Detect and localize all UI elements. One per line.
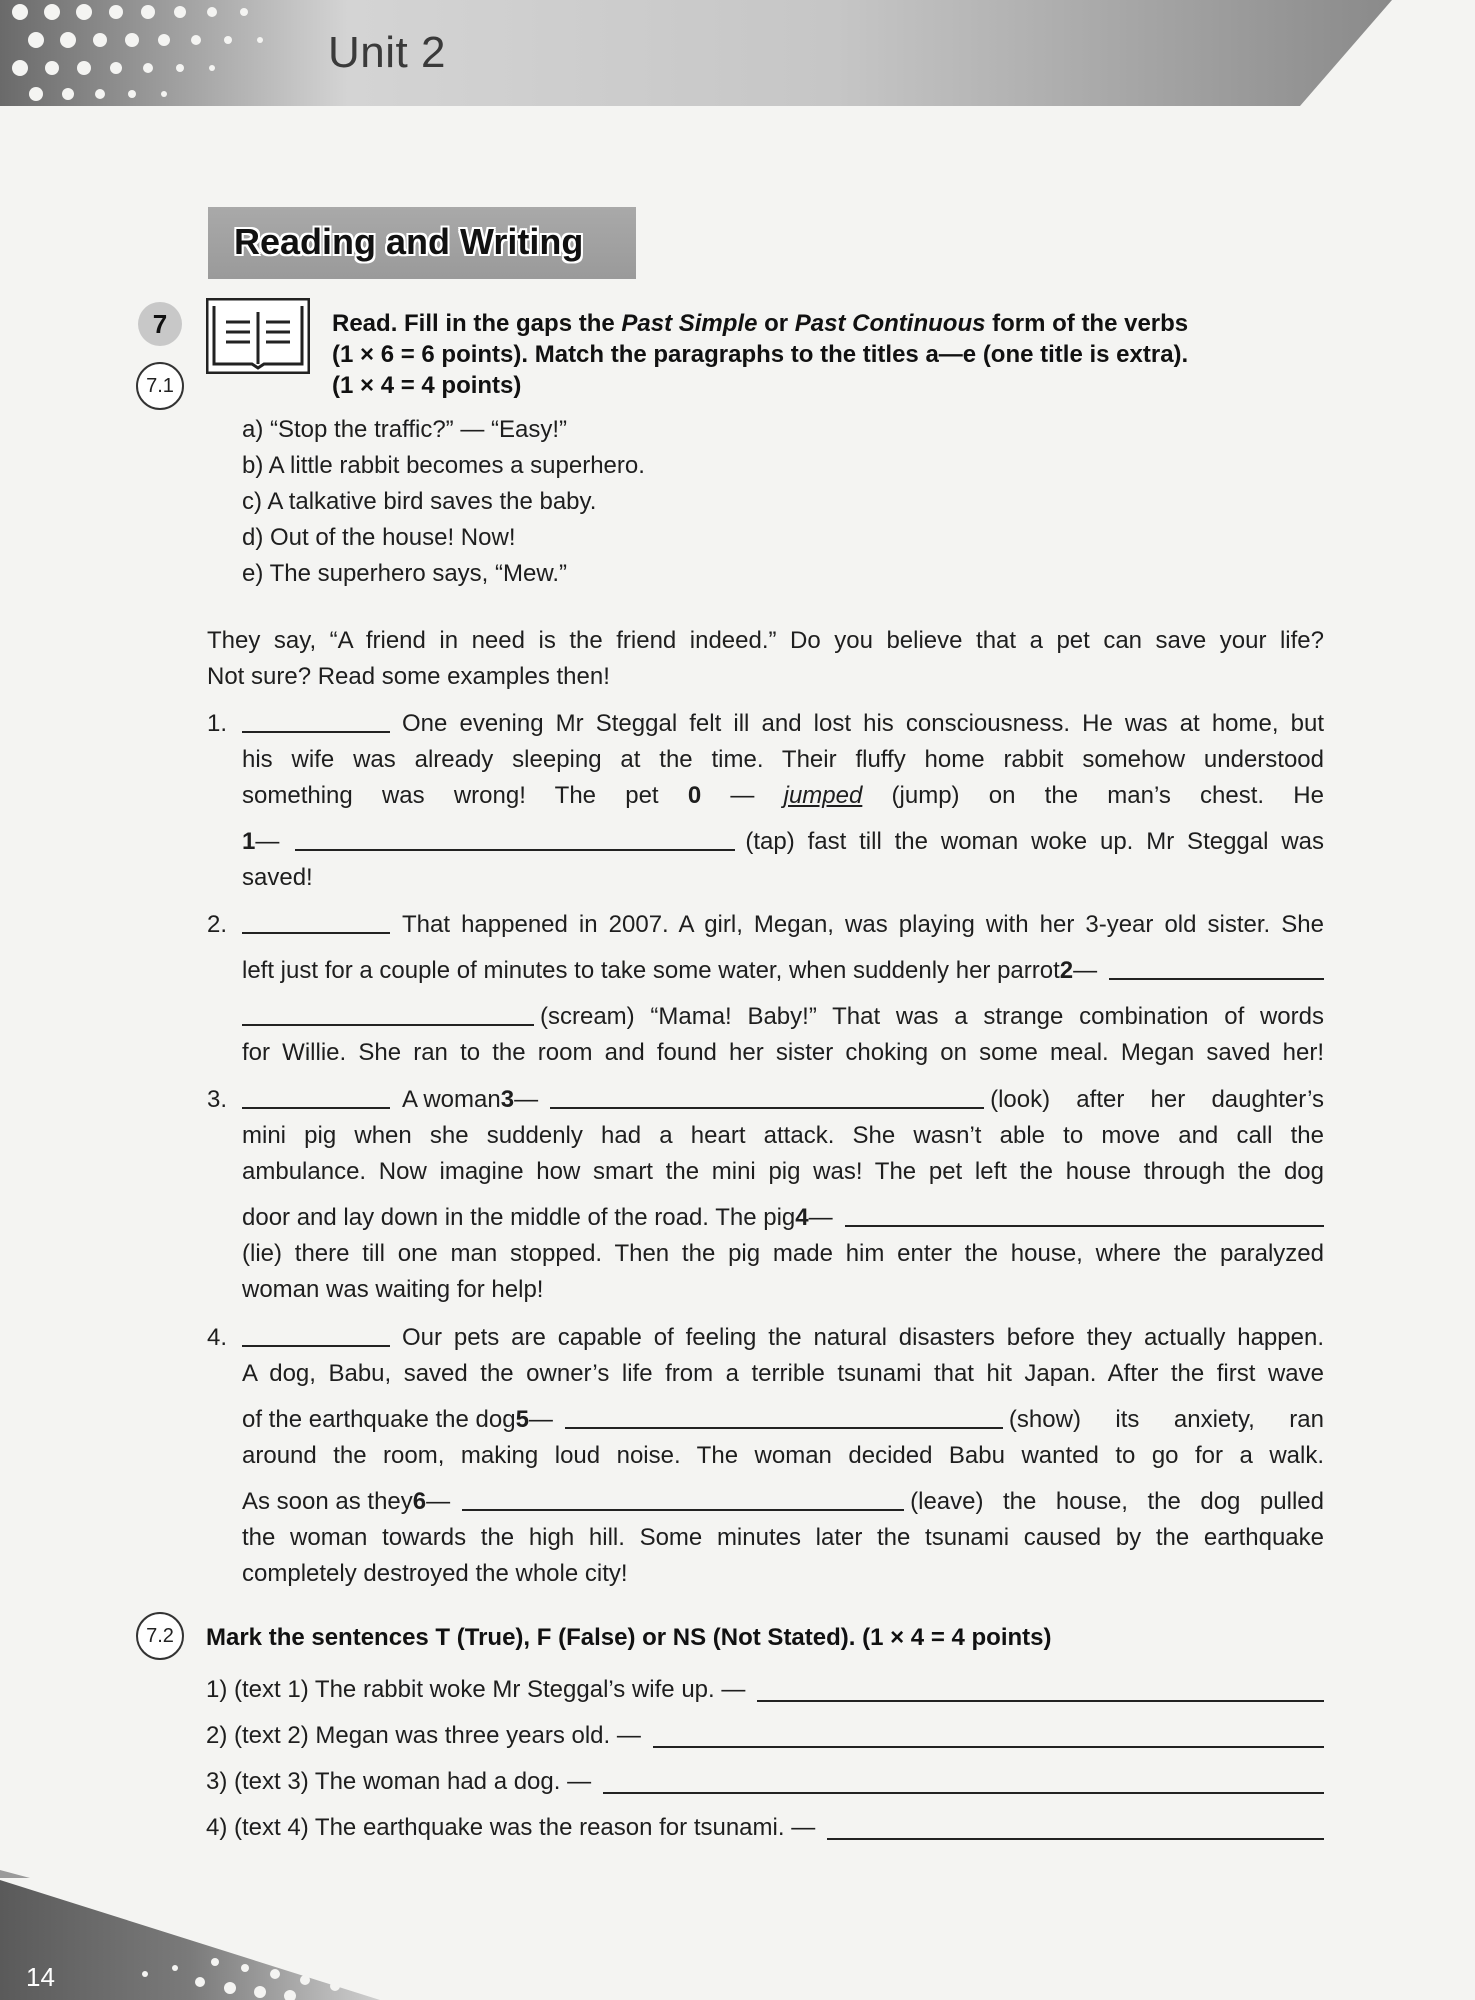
paragraph-text: That happened in 2007. A girl, Megan, was playing with her 3-year old sister. She bbox=[402, 911, 1324, 938]
tf-answer-blank-2[interactable] bbox=[653, 1734, 1324, 1748]
paragraph-text: As soon as they bbox=[242, 1488, 413, 1515]
verb-answer-blank-5[interactable] bbox=[565, 1411, 1003, 1429]
paragraph-number: 1. bbox=[207, 710, 228, 737]
paragraph-text: door and lay down in the middle of the road. The pig bbox=[242, 1204, 796, 1231]
task72-instruction: Mark the sentences T (True), F (False) or NS (Not Stated). (1 × 4 = 4 points) bbox=[206, 1624, 1052, 1651]
title-option: e) The superhero says, “Mew.” bbox=[242, 560, 568, 587]
paragraph-text: One evening Mr Steggal felt ill and lost his consciousness. He was at home, but bbox=[402, 710, 1324, 737]
title-option: d) Out of the house! Now! bbox=[242, 524, 516, 551]
title-answer-blank[interactable] bbox=[242, 916, 390, 934]
tf-answer-blank-4[interactable] bbox=[827, 1826, 1324, 1840]
gap-number: 6 bbox=[412, 1488, 427, 1515]
title-answer-blank[interactable] bbox=[242, 1329, 390, 1347]
gap-number: 1 bbox=[242, 828, 256, 855]
statement-text: 2) (text 2) Megan was three years old. — bbox=[206, 1722, 641, 1749]
task7-instruction bbox=[332, 308, 1332, 401]
paragraph-number: 2. bbox=[207, 911, 228, 938]
gap-number: 3 bbox=[500, 1086, 515, 1113]
paragraph-1 bbox=[207, 706, 1324, 896]
paragraph-text: (look) after her daughter’s bbox=[990, 1086, 1324, 1113]
instruction-line: (1 × 4 = 4 points) bbox=[332, 372, 522, 399]
verb-answer-blank-6[interactable] bbox=[462, 1493, 904, 1511]
paragraph-text: (leave) the house, the dog pulled bbox=[910, 1488, 1324, 1515]
unit-title: Unit 2 bbox=[328, 28, 446, 77]
verb-answer-blank-1[interactable] bbox=[295, 833, 735, 851]
paragraph-text: — bbox=[701, 782, 784, 809]
paragraph-text: (tap) fast till the woman woke up. Mr Steggal was bbox=[745, 828, 1324, 855]
paragraph-4 bbox=[207, 1320, 1324, 1592]
paragraph-text: ambulance. Now imagine how smart the mini pig was! The pet left the house through the dog bbox=[242, 1158, 1324, 1185]
statement-text: 3) (text 3) The woman had a dog. — bbox=[206, 1768, 592, 1795]
intro-line: They say, “A friend in need is the friend indeed.” Do you believe that a pet can save your life? bbox=[207, 627, 1324, 654]
paragraph-number: 3. bbox=[207, 1086, 228, 1113]
paragraph-text: — bbox=[255, 828, 280, 855]
statement-text: 4) (text 4) The earthquake was the reason for tsunami. — bbox=[206, 1814, 816, 1841]
title-option: b) A little rabbit becomes a superhero. bbox=[242, 452, 645, 479]
paragraph-3 bbox=[207, 1082, 1324, 1308]
gap-number: 0 bbox=[687, 782, 702, 809]
verb-answer-blank-2[interactable] bbox=[1109, 962, 1324, 980]
book-icon bbox=[206, 298, 310, 374]
title-option: a) “Stop the traffic?” — “Easy!” bbox=[242, 416, 567, 443]
gap-number: 2 bbox=[1059, 957, 1074, 984]
page-header bbox=[0, 0, 1475, 110]
tf-statements bbox=[206, 1672, 1324, 1856]
paragraph-text: saved! bbox=[242, 864, 313, 891]
verb-answer-blank-2-cont[interactable] bbox=[242, 1008, 534, 1026]
instruction-text: Read. Fill in the gaps the bbox=[332, 310, 622, 337]
title-answer-blank[interactable] bbox=[242, 715, 390, 733]
paragraph-text: (show) its anxiety, ran bbox=[1008, 1406, 1324, 1433]
paragraph-text: woman was waiting for help! bbox=[242, 1276, 544, 1303]
instruction-text: form of the verbs bbox=[985, 310, 1189, 337]
paragraph-text: — bbox=[426, 1488, 451, 1515]
instruction-text: or bbox=[757, 310, 795, 337]
paragraph-text: the woman towards the high hill. Some minutes later the tsunami caused by the earthquake bbox=[242, 1524, 1324, 1551]
paragraph-text: completely destroyed the whole city! bbox=[242, 1560, 628, 1587]
paragraph-text: for Willie. She ran to the room and found her sister choking on some meal. Megan saved her! bbox=[242, 1039, 1324, 1066]
section-title: Reading and Writing bbox=[234, 221, 584, 262]
paragraph-text: around the room, making loud noise. The woman decided Babu wanted to go for a walk. bbox=[242, 1442, 1324, 1469]
gap-number: 5 bbox=[515, 1406, 529, 1433]
tf-answer-blank-1[interactable] bbox=[757, 1688, 1324, 1702]
tf-answer-blank-3[interactable] bbox=[603, 1780, 1324, 1794]
task-number-badge: 7 bbox=[138, 302, 182, 346]
reading-intro bbox=[207, 623, 1324, 695]
paragraph-text: (scream) “Mama! Baby!” That was a strange combination of words bbox=[540, 1003, 1324, 1030]
title-option: c) A talkative bird saves the baby. bbox=[242, 488, 597, 515]
paragraph-text: something was wrong! The pet bbox=[242, 782, 688, 809]
paragraph-text: Our pets are capable of feeling the natural disasters before they actually happen. bbox=[402, 1324, 1324, 1351]
paragraph-text: mini pig when she suddenly had a heart attack. She wasn’t able to move and call the bbox=[242, 1122, 1324, 1149]
paragraph-text: his wife was already sleeping at the time. Their fluffy home rabbit somehow understood bbox=[242, 746, 1324, 773]
paragraph-text: — bbox=[528, 1406, 553, 1433]
gap-number: 4 bbox=[795, 1204, 809, 1231]
intro-line: Not sure? Read some examples then! bbox=[207, 663, 610, 690]
paragraph-text: — bbox=[1073, 957, 1098, 984]
paragraph-text: (lie) there till one man stopped. Then the pig made him enter the house, where the paralyzed bbox=[242, 1240, 1324, 1267]
tense-name: Past Continuous bbox=[794, 310, 986, 337]
example-answer: jumped bbox=[783, 782, 863, 809]
paragraph-text: (jump) on the man’s chest. He bbox=[862, 782, 1324, 809]
instruction-line: (1 × 6 = 6 points). Match the paragraphs to the titles a—e (one title is extra). bbox=[332, 341, 1189, 368]
paragraph-text: left just for a couple of minutes to take some water, when suddenly her parrot bbox=[242, 957, 1060, 984]
title-options bbox=[242, 412, 645, 592]
paragraph-2 bbox=[207, 907, 1324, 1071]
paragraph-text: — bbox=[514, 1086, 539, 1113]
verb-answer-blank-4[interactable] bbox=[845, 1209, 1324, 1227]
paragraph-number: 4. bbox=[207, 1324, 228, 1351]
title-answer-blank[interactable] bbox=[242, 1091, 390, 1109]
tense-name: Past Simple bbox=[621, 310, 758, 337]
paragraph-text: A dog, Babu, saved the owner’s life from a terrible tsunami that hit Japan. After the first wave bbox=[242, 1360, 1324, 1387]
subtask-badge: 7.2 bbox=[136, 1612, 184, 1660]
subtask-badge: 7.1 bbox=[136, 362, 184, 410]
paragraph-text: of the earthquake the dog bbox=[242, 1406, 516, 1433]
paragraph-text: — bbox=[808, 1204, 833, 1231]
verb-answer-blank-3[interactable] bbox=[550, 1091, 984, 1109]
statement-text: 1) (text 1) The rabbit woke Mr Steggal’s wife up. — bbox=[206, 1676, 746, 1703]
footer-banner-graphic bbox=[0, 1870, 420, 2000]
paragraph-text: A woman bbox=[402, 1086, 501, 1113]
page-number: 14 bbox=[26, 1962, 55, 1992]
header-banner-graphic bbox=[0, 0, 1475, 110]
